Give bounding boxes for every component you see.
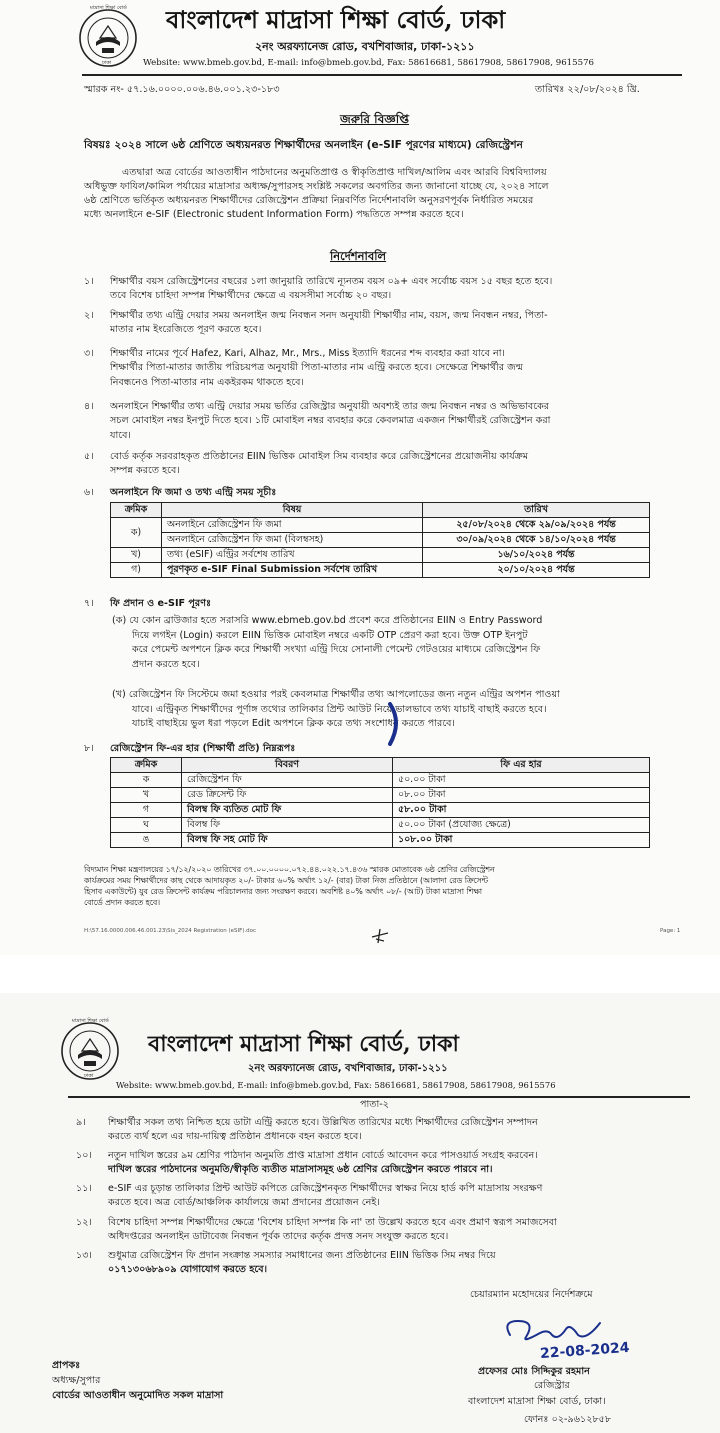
recipient-label: প্রাপকঃ <box>52 1360 81 1371</box>
intro-line: ৬ষ্ঠ শ্রেণিতে ভর্তিকৃত অধ্যয়নরত শিক্ষার্থীদের রেজিস্ট্রেশন প্রক্রিয়া নিম্নবর্ণিত নির্দেশনাবলি অনুসরণপূর্বক নির্ধারিত সময়ের <box>84 195 534 206</box>
notice-page-1: মাদ্রাসা শিক্ষা বোর্ড ঢাকা বাংলাদেশ মাদ্রাসা শিক্ষা বোর্ড, ঢাকা ২নং অরফ্যানেজ রোড, বখশিবাজার, ঢাকা-১২১১ Website: www.bmeb.gov.bd, E-mail: info@bmeb.gov.bd, Fax: 58616681, 58617908, 58617908, 9615576 স্মারক নং- ৫৭.১৬.০০০০.০০৬.৪৬.০০১.২৩-১৮৩ তারিখঃ ২২/০৮/২০২৪ খ্রি. জরুরি বিজ্ঞপ্তি বিষয়ঃ ২০২৪ সালে ৬ষ্ঠ শ্রেণিতে অধ্যয়নরত শিক্ষার্থীদের অনলাইন (e-SIF পূরণের মাধ্যমে) রেজিস্ট্রেশন এতদ্বারা অত্র বোর্ডের আওতাধীন পাঠদানের অনুমতিপ্রাপ্ত ও স্বীকৃতিপ্রাপ্ত দাখিল/আলিম এবং আরবি বিশ্ববিদ্যালয় অধিভুক্ত ফাযিল/কামিল পর্যায়ের মাদ্রাসার অধ্যক্ষ/সুপারসহ সংশ্লিষ্ট সকলের অবগতির জন্য জানানো যাচ্ছে যে, ২০২৪ সালে ৬ষ্ঠ শ্রেণিতে ভর্তিকৃত অধ্যয়নরত শিক্ষার্থীদের রেজিস্ট্রেশন প্রক্রিয়া নিম্নবর্ণিত নির্দেশনাবলি অনুসরণপূর্বক নির্ধারিত সময়ের মধ্যে অনলাইনে e-SIF (Electronic student Information Form) পদ্ধতিতে সম্পন্ন করতে হবে। নির্দেশনাবলি ১। শিক্ষার্থীর বয়স রেজিস্ট্রেশনের বছরের ১লা জানুয়ারি তারিখে ন্যূনতম বয়স ০৯+ এবং সর্বোচ্চ বয়স ১৫ বছর হতে হবে। তবে বিশেষ চাহিদা সম্পন্ন শিক্ষার্থীদের ক্ষেত্রে এ বয়সসীমা সর্বোচ্চ ২০ বছর। ২। শিক্ষার্থীর তথ্য এন্ট্রি দেয়ার সময় অনলাইন জন্ম নিবন্ধন সনদ অনুযায়ী শিক্ষার্থীর নাম, বয়স, জন্ম নিবন্ধন নম্বর, পিতা- মাতার নাম ইংরেজিতে পূরণ করতে হবে। ৩। শিক্ষার্থীর নামের পূর্বে Hafez, Kari, Alhaz, Mr., Mrs., Miss ইত্যাদি ধরনের শব্দ ব্যবহার করা যাবে না। শিক্ষার্থীর পিতা-মাতার জাতীয় পরিচয়পত্র অনুযায়ী পিতা-মাতার নাম এন্ট্রি করতে হবে। সেক্ষেত্রে শিক্ষার্থীর জন্ম নিবন্ধনেও পিতা-মাতার নাম একইরকম থাকতে হবে। ৪। অনলাইনে শিক্ষার্থীর তথ্য এন্ট্রি দেয়ার সময় ভর্তির রেজিস্ট্রার অনুযায়ী অবশ্যই তার জন্ম নিবন্ধন নম্বর ও অভিভাবকের সচল মোবাইল নম্বর ইনপুট দিতে হবে। ১টি মোবাইল নম্বর ব্যবহার করে কেবলমাত্র একজন শিক্ষার্থীরই রেজিস্ট্রেশন করা যাবে। ৫। বোর্ড কর্তৃক সরবরাহকৃত প্রতিষ্ঠানের EIIN ভিত্তিক মোবাইল সিম ব্যবহার করে রেজিস্ট্রেশনের প্রয়োজনীয় কার্যক্রম সম্পন্ন করতে হবে। ৬। অনলাইনে ফি জমা ও তথ্য এন্ট্রি সময় সূচীঃ ক্রমিক বিষয় তারিখ ক) অনলাইনে রেজিস্ট্রেশন ফি জমা ২৫/০৮/২০২৪ থেকে ২৯/০৯/২০২৪ পর্যন্ত অনলাইনে রেজিস্ট্রেশন ফি জমা (বিলম্বসহ) ৩০/০৯/২০২৪ থেকে ১৪/১০/২০২৪ পর্যন্ত খ) তথ্য (eSIF) এন্ট্রির সর্বশেষ তারিখ ১৬/১০/২০২৪ পর্যন্ত গ) পূরণকৃত e-SIF Final Submission সর্বশেষ তারিখ ২০/১০/২০২৪ পর্যন্ত ৭। ফি প্রদান ও e-SIF পূরণঃ (ক) যে কোন ব্রাউজার হতে সরাসরি www.ebmeb.gov.bd প্রবেশ করে প্রতিষ্ঠানের EIIN ও Entry Password দিয়ে লগইন (Login) করলে EIIN ভিত্তিক মোবাইল নম্বরে একটি OTP প্রেরণ করা হবে। উক্ত OTP ইনপুট করে পেমেন্ট অপশনে ক্লিক করে শিক্ষার্থী সংখ্যা এন্ট্রি দিয়ে সোনালী পেমেন্ট গেটওয়ের মাধ্যমে রেজিস্ট্রেশন ফি প্রদান করতে হবে। (খ) রেজিস্ট্রেশন ফি সিস্টেমে জমা হওয়ার পরই কেবলমাত্র শিক্ষার্থীর তথ্য আপলোডের জন্য নতুন এন্ট্রির অপশন পাওয়া যাবে। এন্ট্রিকৃত শিক্ষার্থীদের পূর্ণাঙ্গ তথ্যের তালিকার প্রিন্ট আউট নিয়ে ভালভাবে তথ্য যাচাই বাছাই করতে হবে। যাচাই বাছাইয়ে ভুল ধরা পড়লে Edit অপশনে ক্লিক করে তথ্য সংশোধন করতে পারবে। ৮। রেজিস্ট্রেশন ফি-এর হার (শিক্ষার্থী প্রতি) নিম্নরূপঃ ক্রমিক বিবরণ ফি এর হার ক রেজিস্ট্রেশন ফি ৫০.০০ টাকা খ রেড ক্রিসেন্ট ফি ০৮.০০ টাকা গ বিলম্ব ফি ব্যতিত মোট ফি ৫৮.০০ টাকা ঘ বিলম্ব ফি ৫০.০০ টাকা (প্রযোজ্য ক্ষেত্রে) ঙ বিলম্ব ফি সহ মোট ফি ১০৮.০০ টাকা বিদ্যমান শিক্ষা মন্ত্রণালয়ের ১৭/১২/২০২০ তারিখের ৩৭.০০.০০০০.০৭২.৪৪.০২২.১৭.৪৩৬ স্মারক মোতাবেক ৬ষ্ঠ শ্রেণির রেজিস্ট্রেশন কার্যক্রমের সময় শিক্ষার্থীদের কাছ থেকে আদায়কৃত ২০/- টাকার ৬০% অর্থাৎ ১২/- (বার) টাকা নিজ প্রতিষ্ঠানে (আলাদা রেড ক্রিসেন্ট হিসাব একাউন্টে) যুব রেড ক্রিসেন্ট কার্যক্রম পরিচালনার জন্য সংরক্ষণ করবে। অবশিষ্ট ৪০% অর্থাৎ ০৮/- (আট) টাকা মাদ্রাসা শিক্ষা বোর্ডে প্রদান করতে হবে। H:\57.16.0000.006.46.001.23\Sis_2024 Registration (eSIF).doc Page: 1 <box>0 0 720 955</box>
signer-title: রেজিস্ট্রার <box>534 1380 570 1391</box>
page-number: পাতা-২ <box>360 1099 389 1110</box>
table-row: খ রেড ক্রিসেন্ট ফি ০৮.০০ টাকা <box>111 788 650 803</box>
board-contact: Website: www.bmeb.gov.bd, E-mail: info@bmeb.gov.bd, Fax: 58616681, 58617908, 58617908, 9615576 <box>116 1080 556 1090</box>
instructions-title: নির্দেশনাবলি <box>330 249 387 263</box>
logo-city: ঢাকা <box>102 60 112 66</box>
table-row: অনলাইনে রেজিস্ট্রেশন ফি জমা (বিলম্বসহ) ৩০/০৯/২০২৪ থেকে ১৪/১০/২০২৪ পর্যন্ত <box>111 533 650 548</box>
page-gap <box>0 955 720 993</box>
intro-line: অধিভুক্ত ফাযিল/কামিল পর্যায়ের মাদ্রাসার অধ্যক্ষ/সুপারসহ সংশ্লিষ্ট সকলের অবগতির জন্য জানানো যাচ্ছে যে, ২০২৪ সালে <box>84 181 549 192</box>
logo-city: ঢাকা <box>84 1073 94 1079</box>
table-header-row: ক্রমিক বিবরণ ফি এর হার <box>111 758 650 773</box>
notice-title: জরুরি বিজ্ঞপ্তি <box>340 112 410 126</box>
chairman-order: চেয়ারম্যান মহোদয়ের নির্দেশক্রমে <box>470 1289 593 1300</box>
recipient-scope: বোর্ডের আওতাধীন অনুমোদিত সকল মাদ্রাসা <box>52 1390 224 1401</box>
table-row: গ) পূরণকৃত e-SIF Final Submission সর্বশেষ তারিখ ২০/১০/২০২৪ পর্যন্ত <box>111 563 650 578</box>
page-label: Page: 1 <box>660 928 681 934</box>
notice-page-2: মাদ্রাসা শিক্ষা বোর্ড ঢাকা বাংলাদেশ মাদ্রাসা শিক্ষা বোর্ড, ঢাকা ২নং অরফ্যানেজ রোড, বখশিবাজার, ঢাকা-১২১১ Website: www.bmeb.gov.bd, E-mail: info@bmeb.gov.bd, Fax: 58616681, 58617908, 58617908, 9615576 পাতা-২ ৯। শিক্ষার্থীর সকল তথ্য নিশ্চিত হয়ে ডাটা এন্ট্রি করতে হবে। উল্লিখিত তারিখের মধ্যে শিক্ষার্থীদের রেজিস্ট্রেশন সম্পাদন করতে ব্যর্থ হলে এর দায়-দায়িত্ব প্রতিষ্ঠান প্রধানকে বহন করতে হবে। ১০। নতুন দাখিল স্তরের ৯ম শ্রেণির পাঠদান অনুমতি প্রাপ্ত মাদ্রাসা প্রধান বোর্ডে আবেদন করে পাসওয়ার্ড সংগ্রহ করবেন। দাখিল স্তরের পাঠদানের অনুমতি/স্বীকৃতি ব্যতীত মাদ্রাসাসমূহ ৬ষ্ঠ শ্রেণির রেজিস্ট্রেশন করতে পারবে না। ১১। e-SIF এর চূড়ান্ত তালিকার প্রিন্ট আউট কপিতে রেজিস্ট্রেশনকৃত শিক্ষার্থীদের স্বাক্ষর নিয়ে হার্ড কপি মাদ্রাসায় সংরক্ষণ করতে হবে। অত্র বোর্ড/আঞ্চলিক কার্যালয়ে জমা প্রদানের প্রয়োজন নেই। ১২। বিশেষ চাহিদা সম্পন্ন শিক্ষার্থীদের ক্ষেত্রে 'বিশেষ চাহিদা সম্পন্ন কি না' তা উল্লেখ করতে হবে এবং প্রমাণ স্বরূপ সমাজসেবা অধিদপ্তরের অনলাইন ডাটাবেজ নিবন্ধন পূর্বক তাদের কর্তৃক প্রদত্ত সনদ সংযুক্ত করতে হবে। ১৩। শুধুমাত্র রেজিস্ট্রেশন ফি প্রদান সংক্রান্ত সমস্যার সমাধানের জন্য প্রতিষ্ঠানের EIIN ভিত্তিক সিম নম্বর দিয়ে ০১৭১৩০৬৮৯০৯ যোগাযোগ করতে হবে। চেয়ারম্যান মহোদয়ের নির্দেশক্রমে 22-08-2024 প্রফেসর মোঃ সিদ্দিকুর রহমান রেজিস্ট্রার বাংলাদেশ মাদ্রাসা শিক্ষা বোর্ড, ঢাকা। ফোনঃ ০২-৯৬১২৮৫৮ প্রাপকঃ অধ্যক্ষ/সুপার বোর্ডের আওতাধীন অনুমোদিত সকল মাদ্রাসা <box>0 993 720 1433</box>
table-row: ক রেজিস্ট্রেশন ফি ৫০.০০ টাকা <box>111 773 650 788</box>
board-name: বাংলাদেশ মাদ্রাসা শিক্ষা বোর্ড, ঢাকা <box>166 5 506 34</box>
notice-subject: বিষয়ঃ ২০২৪ সালে ৬ষ্ঠ শ্রেণিতে অধ্যয়নরত শিক্ষার্থীদের অনলাইন (e-SIF পূরণের মাধ্যমে) রেজিস্ট্রেশন <box>84 139 523 151</box>
payment-step-a: (ক) যে কোন ব্রাউজার হতে সরাসরি www.ebmeb.gov.bd প্রবেশ করে প্রতিষ্ঠানের EIIN ও Entry Password দিয়ে লগইন (Login) করলে EIIN ভিত্তিক মোবাইল নম্বরে একটি OTP প্রেরণ করা হবে। উক্ত OTP ইনপুট করে পেমেন্ট অপশনে ক্লিক করে শিক্ষার্থী সংখ্যা এন্ট্রি দিয়ে সোনালী পেমেন্ট গেটওয়ের মাধ্যমে রেজিস্ট্রেশন ফি প্রদান করতে হবে। <box>112 615 543 670</box>
board-logo-icon <box>78 8 138 68</box>
table-row: ঙ বিলম্ব ফি সহ মোট ফি ১০৮.০০ টাকা <box>111 833 650 848</box>
signer-organization: বাংলাদেশ মাদ্রাসা শিক্ষা বোর্ড, ঢাকা। <box>468 1396 606 1407</box>
pen-mark-icon <box>384 702 406 746</box>
logo-text: মাদ্রাসা শিক্ষা বোর্ড <box>90 5 127 11</box>
intro-line: মধ্যে অনলাইনে e-SIF (Electronic student Information Form) পদ্ধতিতে সম্পন্ন করতে হবে। <box>84 209 464 220</box>
logo-text: মাদ্রাসা শিক্ষা বোর্ড <box>72 1018 109 1024</box>
fee-table <box>110 757 650 848</box>
board-name: বাংলাদেশ মাদ্রাসা শিক্ষা বোর্ড, ঢাকা <box>148 1031 459 1057</box>
intro-paragraph <box>84 166 684 222</box>
table-row: গ বিলম্ব ফি ব্যতিত মোট ফি ৫৮.০০ টাকা <box>111 803 650 818</box>
payment-step-b: (খ) রেজিস্ট্রেশন ফি সিস্টেমে জমা হওয়ার পরই কেবলমাত্র শিক্ষার্থীর তথ্য আপলোডের জন্য নতুন এন্ট্রির অপশন পাওয়া যাবে। এন্ট্রিকৃত শিক্ষার্থীদের পূর্ণাঙ্গ তথ্যের তালিকার প্রিন্ট আউট নিয়ে ভালভাবে তথ্য যাচাই বাছাই করতে হবে। যাচাই বাছাইয়ে ভুল ধরা পড়লে Edit অপশনে ক্লিক করে তথ্য সংশোধন করতে পারবে। <box>112 689 560 730</box>
signature-date: 22-08-2024 <box>539 1339 631 1363</box>
memo-date: তারিখঃ ২২/০৮/২০২৪ খ্রি. <box>535 84 640 95</box>
table-row: ঘ বিলম্ব ফি ৫০.০০ টাকা (প্রযোজ্য ক্ষেত্রে) <box>111 818 650 833</box>
board-address: ২নং অরফ্যানেজ রোড, বখশিবাজার, ঢাকা-১২১১ <box>255 40 475 53</box>
board-contact: Website: www.bmeb.gov.bd, E-mail: info@bmeb.gov.bd, Fax: 58616681, 58617908, 58617908, 9615576 <box>143 58 595 68</box>
signer-name: প্রফেসর মোঃ সিদ্দিকুর রহমান <box>478 1366 590 1377</box>
table-row: খ) তথ্য (eSIF) এন্ট্রির সর্বশেষ তারিখ ১৬/১০/২০২৪ পর্যন্ত <box>111 548 650 563</box>
signer-phone: ফোনঃ ০২-৯৬১২৮৫৮ <box>524 1414 612 1425</box>
footnote: বিদ্যমান শিক্ষা মন্ত্রণালয়ের ১৭/১২/২০২০ তারিখের ৩৭.০০.০০০০.০৭২.৪৪.০২২.১৭.৪৩৬ স্মারক মোতাবেক ৬ষ্ঠ শ্রেণির রেজিস্ট্রেশন কার্যক্রমের সময় শিক্ষার্থীদের কাছ থেকে আদায়কৃত ২০/- টাকার ৬০% অর্থাৎ ১২/- (বার) টাকা নিজ প্রতিষ্ঠানে (আলাদা রেড ক্রিসেন্ট হিসাব একাউন্টে) যুব রেড ক্রিসেন্ট কার্যক্রম পরিচালনার জন্য সংরক্ষণ করবে। অবশিষ্ট ৪০% অর্থাৎ ০৮/- (আট) টাকা মাদ্রাসা শিক্ষা বোর্ডে প্রদান করতে হবে। <box>84 865 495 907</box>
recipient-role: অধ্যক্ষ/সুপার <box>52 1375 101 1386</box>
initial-mark-icon <box>370 925 390 945</box>
board-address: ২নং অরফ্যানেজ রোড, বখশিবাজার, ঢাকা-১২১১ <box>248 1063 448 1074</box>
intro-line: এতদ্বারা অত্র বোর্ডের আওতাধীন পাঠদানের অনুমতিপ্রাপ্ত ও স্বীকৃতিপ্রাপ্ত দাখিল/আলিম এবং আরবি বিশ্ববিদ্যালয় <box>122 167 547 178</box>
schedule-table <box>110 502 650 578</box>
header-rule <box>82 74 682 76</box>
table-header-row: ক্রমিক বিষয় তারিখ <box>111 503 650 518</box>
file-path: H:\57.16.0000.006.46.001.23\Sis_2024 Registration (eSIF).doc <box>84 928 257 934</box>
memo-number: স্মারক নং- ৫৭.১৬.০০০০.০০৬.৪৬.০০১.২৩-১৮৩ <box>84 84 280 95</box>
board-logo-icon <box>60 1021 120 1081</box>
table-row: ক) অনলাইনে রেজিস্ট্রেশন ফি জমা ২৫/০৮/২০২৪ থেকে ২৯/০৯/২০২৪ পর্যন্ত <box>111 518 650 533</box>
